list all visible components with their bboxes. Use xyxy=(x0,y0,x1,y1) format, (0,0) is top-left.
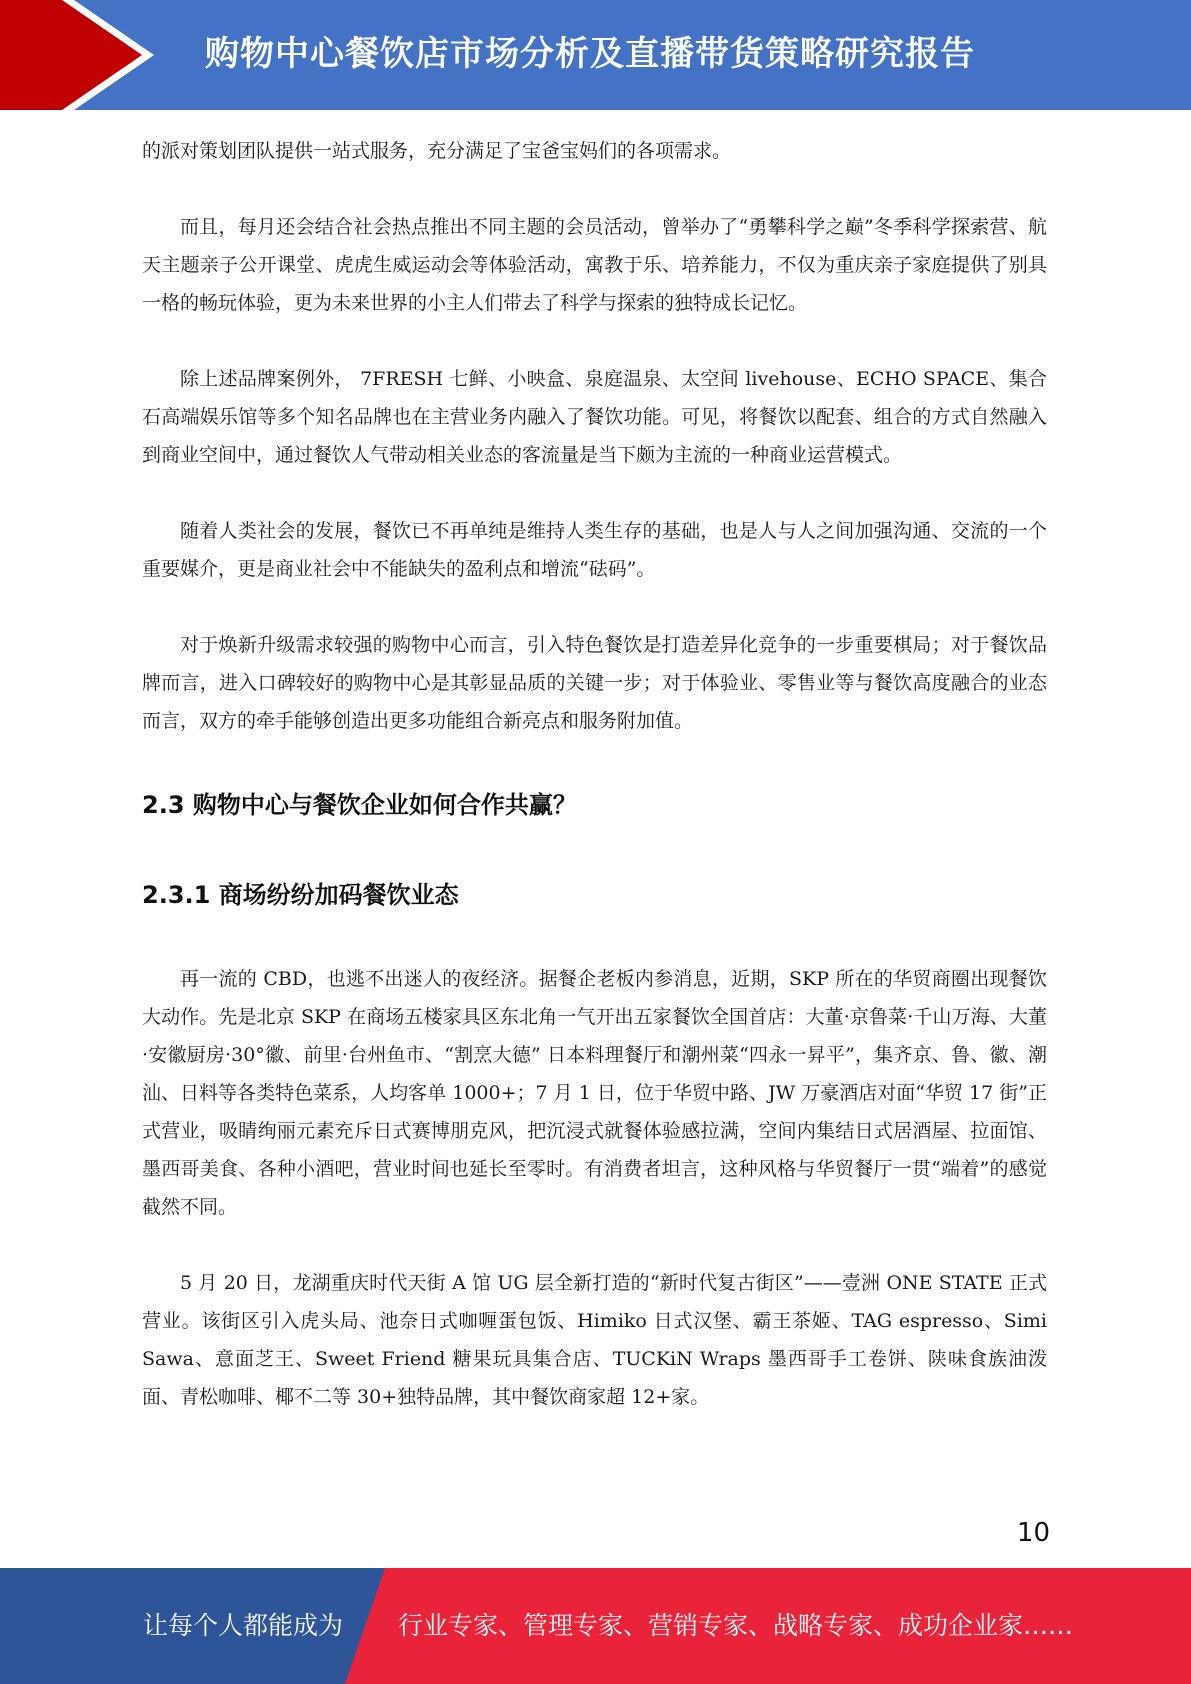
paragraph-7: 5 月 20 日，龙湖重庆时代天街 A 馆 UG 层全新打造的“新时代复古街区”——壹洲 ONE STATE 正式营业。该街区引入虎头局、池奈日式咖喱蛋包饭、Himiko 日式汉堡、霸王茶姬、TAG espresso、Simi Sawa、意面芝王、Sweet Friend 糖果玩具集合店、TUCKiN Wraps 墨西哥手工卷饼、陕味食族油泼面、青松咖啡、椰不二等 30+独特品牌，其中餐饮商家超 12+家。 xyxy=(142,1272,1047,1408)
paragraph-5: 对于焕新升级需求较强的购物中心而言，引入特色餐饮是打造差异化竞争的一步重要棋局；对于餐饮品牌而言，进入口碑较好的购物中心是其彰显品质的关键一步；对于体验业、零售业等与餐饮高度融合的业态而言，双方的牵手能够创造出更多功能组合新亮点和服务附加值。 xyxy=(142,634,1047,732)
page-footer xyxy=(0,1568,1191,1684)
section-heading-2-3-1: 2.3.1 商场纷纷加码餐饮业态 xyxy=(142,881,459,909)
page-number: 10 xyxy=(1016,1518,1050,1548)
paragraph-4: 随着人类社会的发展，餐饮已不再单纯是维持人类生存的基础，也是人与人之间加强沟通、交流的一个重要媒介，更是商业社会中不能缺失的盈利点和增流“砝码”。 xyxy=(142,520,1047,580)
footer-slogan-right: 行业专家、管理专家、营销专家、战略专家、成功企业家…… xyxy=(398,1611,1074,1640)
paragraph-6: 再一流的 CBD，也逃不出迷人的夜经济。据餐企老板内参消息，近期，SKP 所在的华贸商圈出现餐饮大动作。先是北京 SKP 在商场五楼家具区东北角一气开出五家餐饮全国首店：大董·京鲁菜·千山万海、大董·安徽厨房·30°徽、前里·台州鱼市、“割烹大德” 日本料理餐厅和潮州菜“四永一昇平”，集齐京、鲁、徽、潮汕、日料等各类特色菜系，人均客单 1000+；7 月 1 日，位于华贸中路、JW 万豪酒店对面“华贸 17 街”正式营业，吸睛绚丽元素充斥日式赛博朋克风，把沉浸式就餐体验感拉满，空间内集结日式居酒屋、拉面馆、墨西哥美食、各种小酒吧，营业时间也延长至零时。有消费者坦言，这种风格与华贸餐厅一贯“端着”的感觉截然不同。 xyxy=(142,968,1047,1218)
header-red-arrow xyxy=(0,0,150,110)
paragraph-2: 而且，每月还会结合社会热点推出不同主题的会员活动，曾举办了“勇攀科学之巅”冬季科学探索营、航天主题亲子公开课堂、虎虎生威运动会等体验活动，寓教于乐、培养能力，不仅为重庆亲子家庭提供了别具一格的畅玩体验，更为未来世界的小主人们带去了科学与探索的独特成长记忆。 xyxy=(142,216,1047,314)
page-header xyxy=(0,0,1191,110)
document-body xyxy=(142,132,1047,1416)
footer-slogan-left: 让每个人都能成为 xyxy=(143,1611,344,1640)
paragraph-1: 的派对策划团队提供一站式服务，充分满足了宝爸宝妈们的各项需求。 xyxy=(142,140,732,162)
paragraph-3: 除上述品牌案例外， 7FRESH 七鲜、小映盒、泉庭温泉、太空间 livehouse、ECHO SPACE、集合石高端娱乐馆等多个知名品牌也在主营业务内融入了餐饮功能。可见，将餐饮以配套、组合的方式自然融入到商业空间中，通过餐饮人气带动相关业态的客流量是当下颇为主流的一种商业运营模式。 xyxy=(142,368,1047,466)
section-heading-2-3: 2.3 购物中心与餐饮企业如何合作共赢？ xyxy=(142,791,577,819)
report-title: 购物中心餐饮店市场分析及直播带货策略研究报告 xyxy=(205,34,975,74)
